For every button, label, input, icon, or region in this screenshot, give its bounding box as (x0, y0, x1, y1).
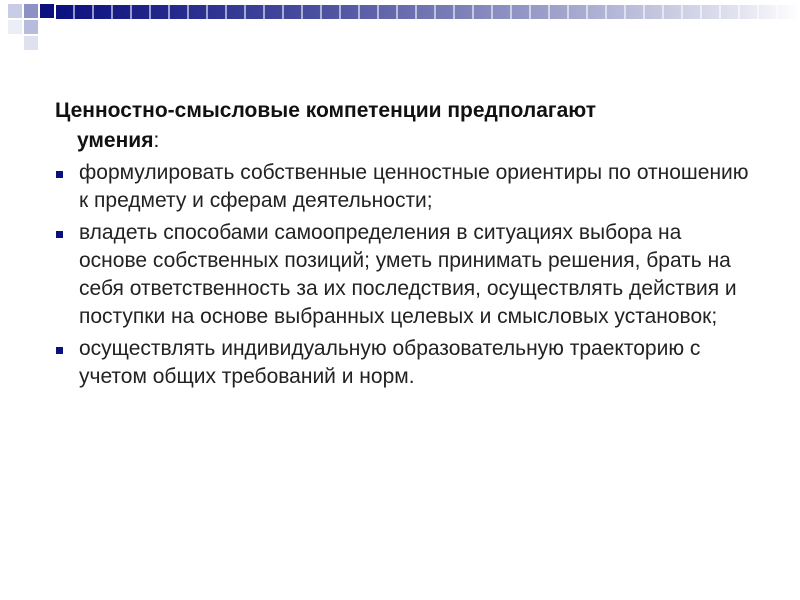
heading-line-2 (55, 126, 755, 156)
list-item-text: формулировать собственные ценностные ориентиры по отношению к предмету и сферам деятельности; (79, 161, 749, 212)
decorative-square (8, 20, 22, 34)
decorative-square (40, 4, 54, 18)
slide-content (55, 96, 755, 395)
heading-word: умения (77, 129, 154, 152)
decorative-square (8, 4, 22, 18)
list-item (55, 219, 755, 331)
heading-colon: : (153, 129, 160, 152)
list-item-text: владеть способами самоопределения в ситуациях выбора на основе собственных позиций; уметь принимать решения, брать на себя ответственность за их последствия, осуществлять действия и поступки на основе выбранных целевых и смысловых установок; (79, 221, 737, 328)
list-item (55, 335, 755, 391)
square-bullet-icon (56, 347, 63, 354)
decorative-square (24, 4, 38, 18)
square-bullet-icon (56, 231, 63, 238)
square-bullet-icon (56, 171, 63, 178)
decorative-bar-grid (56, 5, 800, 19)
list-item-text: осуществлять индивидуальную образовательную траекторию с учетом общих требований и норм. (79, 337, 701, 388)
decorative-square (24, 20, 38, 34)
list-item (55, 159, 755, 215)
heading-line-1: Ценностно-смысловые компетенции предполагают (55, 99, 597, 122)
slide-heading (55, 96, 755, 156)
decorative-square (24, 36, 38, 50)
bullet-list (55, 159, 755, 391)
